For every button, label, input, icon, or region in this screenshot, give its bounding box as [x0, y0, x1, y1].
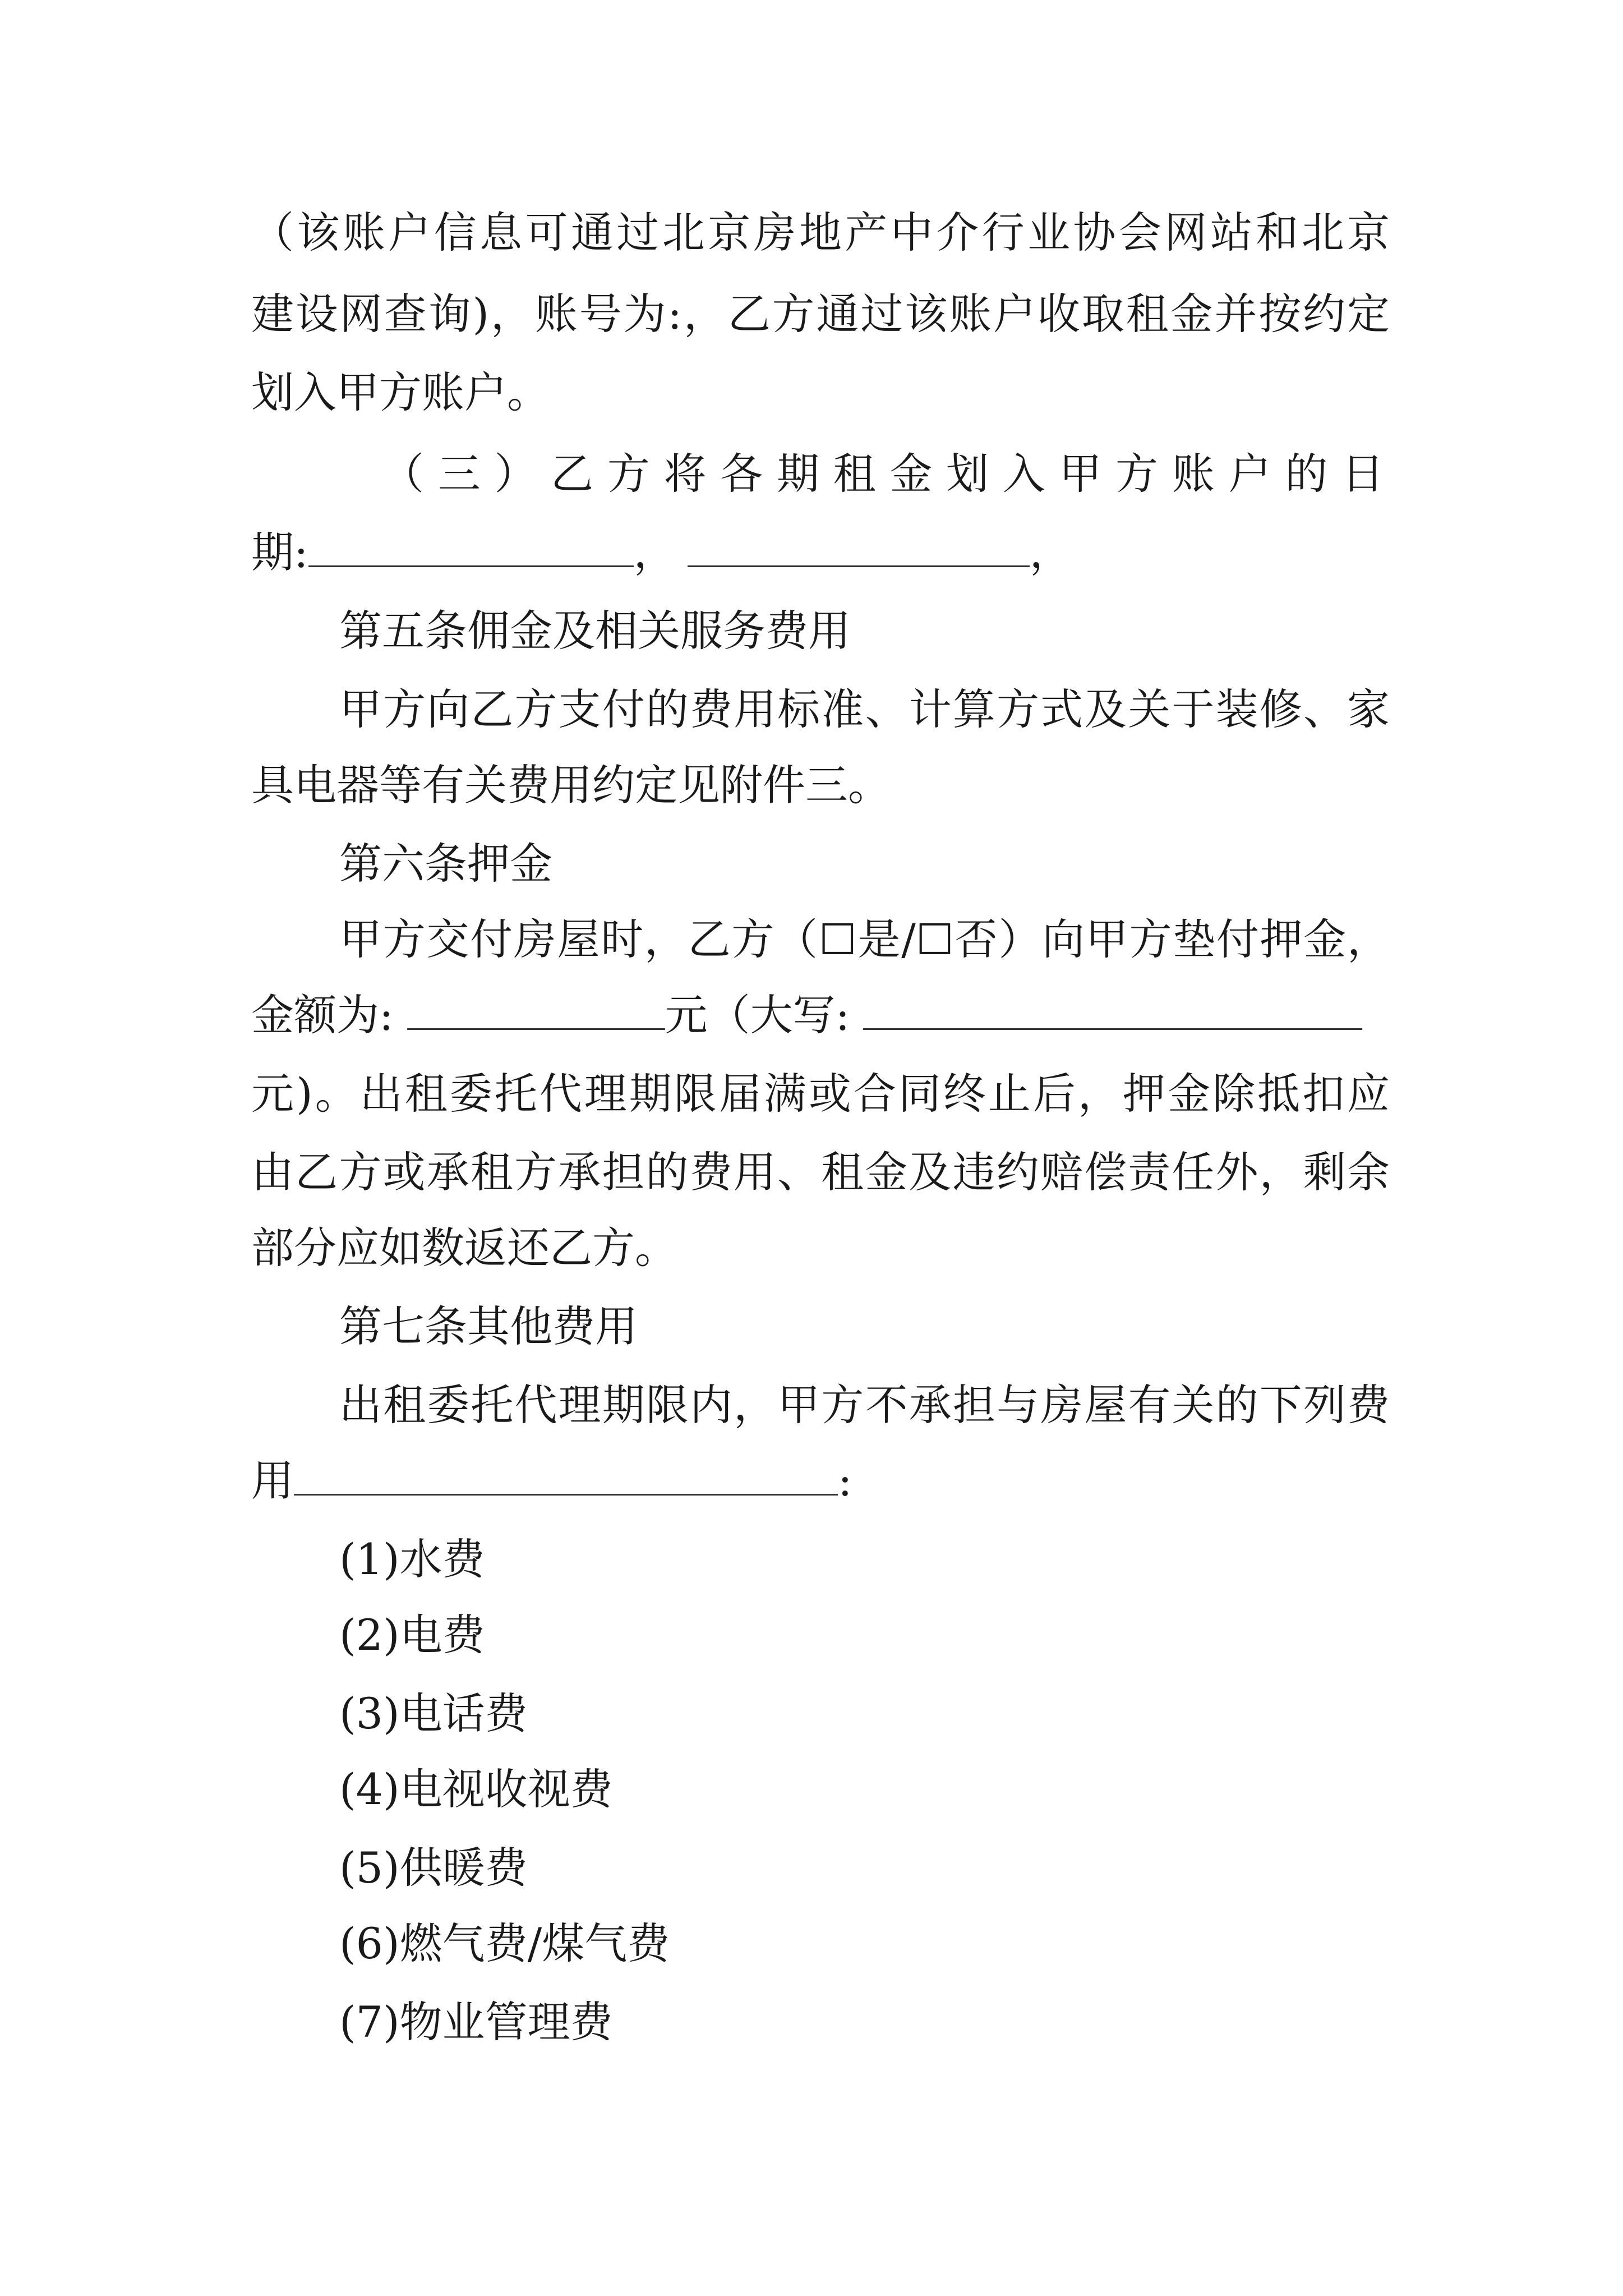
article-7-line-2 — [251, 1450, 1390, 1512]
account-note-line-2: 建设网查询)，账号为:，乙方通过该账户收取租金并按约定 — [251, 289, 1390, 339]
article-6-line-1: 甲方交付房屋时，乙方（☐是/☐否）向甲方垫付押金， — [339, 914, 1390, 964]
other-fees-colon: : — [838, 1456, 852, 1506]
fee-item-telephone: (3)电话费 — [339, 1688, 528, 1738]
article-5-line-1: 甲方向乙方支付的费用标准、计算方式及关于装修、家 — [339, 684, 1390, 734]
fee-item-gas: (6)燃气费/煤气费 — [339, 1918, 670, 1968]
fee-item-water: (1)水费 — [339, 1534, 485, 1584]
article-5-title: 第五条佣金及相关服务费用 — [339, 606, 851, 656]
other-fees-blank[interactable] — [294, 1453, 838, 1496]
rent-transfer-line-2 — [251, 522, 1390, 583]
deposit-amount-label: 金额为: — [251, 990, 394, 1040]
rent-transfer-separator-1: ， — [633, 527, 676, 577]
rent-date-blank-1[interactable] — [308, 525, 634, 567]
account-note-line-1: （该账户信息可通过北京房地产中介行业协会网站和北京 — [251, 208, 1390, 257]
other-fees-label: 用 — [251, 1456, 294, 1506]
article-6-line-4: 由乙方或承租方承担的费用、租金及违约赔偿责任外，剩余 — [251, 1147, 1390, 1197]
account-note-line-3: 划入甲方账户。 — [251, 367, 550, 417]
rent-transfer-date-label: 期: — [251, 527, 308, 577]
deposit-uppercase-label: 元（大写: — [665, 990, 850, 1040]
deposit-amount-blank[interactable] — [407, 988, 665, 1030]
article-6-line-2 — [251, 984, 1390, 1046]
deposit-uppercase-blank[interactable] — [863, 988, 1362, 1030]
article-6-line-3: 元)。出租委托代理期限届满或合同终止后，押金除抵扣应 — [251, 1069, 1390, 1119]
article-6-line-5: 部分应如数返还乙方。 — [251, 1223, 677, 1273]
rent-transfer-line-1: （三）乙方将各期租金划入甲方账户的日 — [381, 449, 1390, 499]
fee-item-electricity: (2)电费 — [339, 1610, 485, 1660]
article-7-title: 第七条其他费用 — [339, 1301, 638, 1351]
fee-item-heating: (5)供暖费 — [339, 1843, 528, 1893]
rent-date-blank-2[interactable] — [688, 525, 1030, 567]
fee-item-property-management: (7)物业管理费 — [339, 1997, 613, 2047]
article-6-title: 第六条押金 — [339, 839, 552, 889]
article-7-line-1: 出租委托代理期限内，甲方不承担与房屋有关的下列费 — [339, 1380, 1390, 1430]
fee-item-tv: (4)电视收视费 — [339, 1764, 613, 1814]
rent-transfer-separator-2: ， — [1029, 527, 1072, 577]
article-5-line-2: 具电器等有关费用约定见附件三。 — [251, 760, 891, 810]
